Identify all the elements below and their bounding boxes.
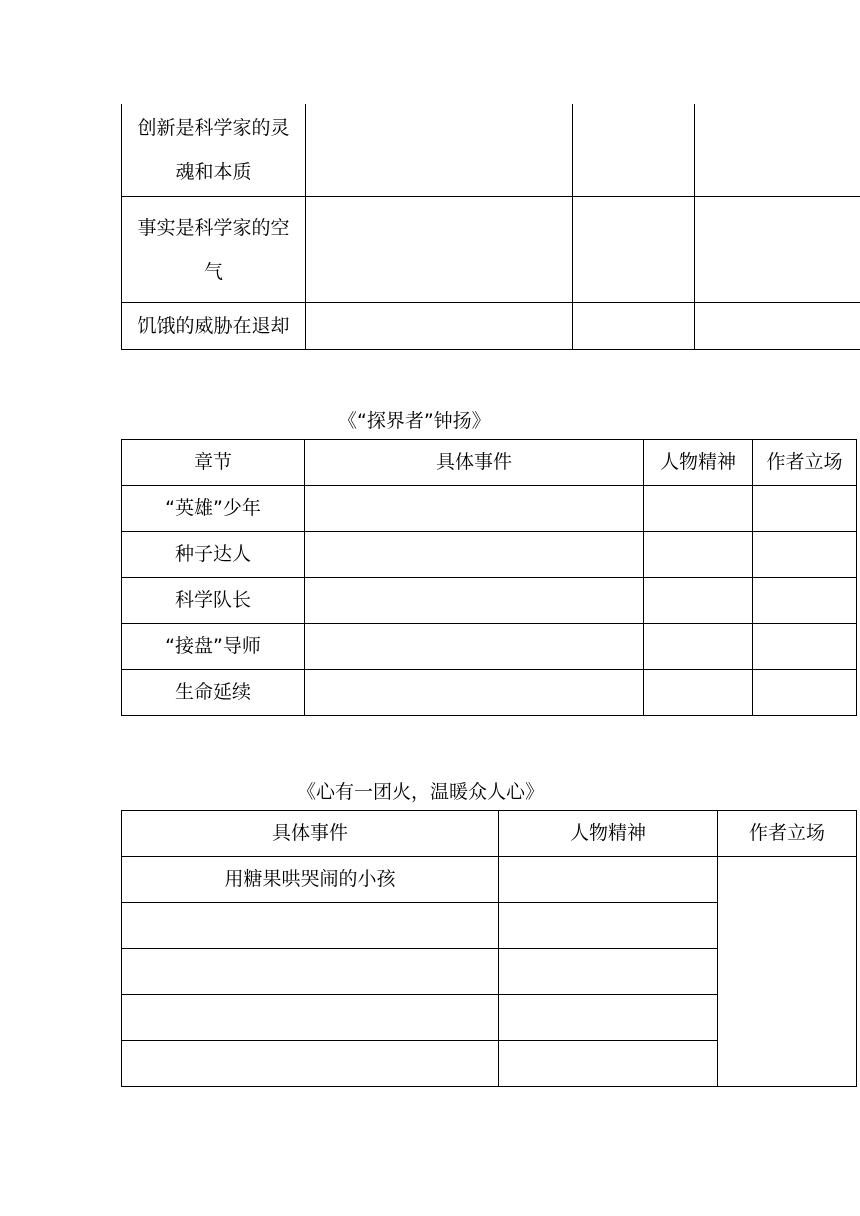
table-header-row [122, 440, 857, 486]
table-row [122, 624, 857, 670]
zhong-yang-table [121, 439, 857, 716]
event-cell [305, 624, 644, 670]
event-cell [122, 903, 499, 949]
event-cell [122, 949, 499, 995]
spirit-cell [499, 903, 718, 949]
chapter-cell: “接盘”导师 [122, 624, 305, 670]
stance-cell [753, 624, 857, 670]
chapter-cell: 种子达人 [122, 532, 305, 578]
stance-cell [753, 486, 857, 532]
event-cell [305, 670, 644, 716]
stance-cell [695, 303, 860, 350]
header-cell: 具体事件 [122, 811, 499, 857]
stance-cell [753, 670, 857, 716]
header-cell: 作者立场 [718, 811, 857, 857]
table-row [122, 303, 860, 350]
section-title: 《“探界者”钟扬》 [338, 410, 491, 432]
spirit-cell [573, 197, 695, 303]
spirit-cell [644, 532, 753, 578]
spirit-cell [573, 104, 695, 197]
event-cell: 用糖果哄哭闹的小孩 [122, 857, 499, 903]
spirit-cell [573, 303, 695, 350]
table-row [122, 104, 860, 197]
chapter-cell: 事实是科学家的空 气 [122, 197, 306, 303]
event-cell [305, 532, 644, 578]
event-cell [306, 104, 573, 197]
table-row [122, 486, 857, 532]
header-cell: 人物精神 [499, 811, 718, 857]
table-row [122, 197, 860, 303]
stance-cell [695, 197, 860, 303]
chapter-cell: 饥饿的威胁在退却 [122, 303, 306, 350]
stance-cell [753, 532, 857, 578]
spirit-cell [499, 949, 718, 995]
section-title: 《心有一团火，温暖众人心》 [297, 781, 545, 803]
chapter-cell: 创新是科学家的灵 魂和本质 [122, 104, 306, 197]
event-cell [122, 995, 499, 1041]
stance-cell [753, 578, 857, 624]
header-cell: 具体事件 [305, 440, 644, 486]
table-header-row [122, 811, 857, 857]
event-cell [306, 303, 573, 350]
spirit-table-continued [121, 104, 860, 350]
header-cell: 作者立场 [753, 440, 857, 486]
fire-heart-table [121, 810, 857, 1087]
table-row [122, 670, 857, 716]
event-cell [306, 197, 573, 303]
spirit-cell [499, 995, 718, 1041]
table-row [122, 532, 857, 578]
spirit-cell [644, 578, 753, 624]
spirit-cell [644, 486, 753, 532]
chapter-cell: “英雄”少年 [122, 486, 305, 532]
stance-cell [718, 857, 857, 1087]
event-cell [305, 486, 644, 532]
table-row [122, 857, 857, 903]
event-cell [122, 1041, 499, 1087]
spirit-cell [644, 624, 753, 670]
header-cell: 人物精神 [644, 440, 753, 486]
chapter-cell: 科学队长 [122, 578, 305, 624]
chapter-cell: 生命延续 [122, 670, 305, 716]
header-cell: 章节 [122, 440, 305, 486]
spirit-cell [644, 670, 753, 716]
spirit-cell [499, 1041, 718, 1087]
table-row [122, 578, 857, 624]
spirit-cell [499, 857, 718, 903]
event-cell [305, 578, 644, 624]
stance-cell [695, 104, 860, 197]
